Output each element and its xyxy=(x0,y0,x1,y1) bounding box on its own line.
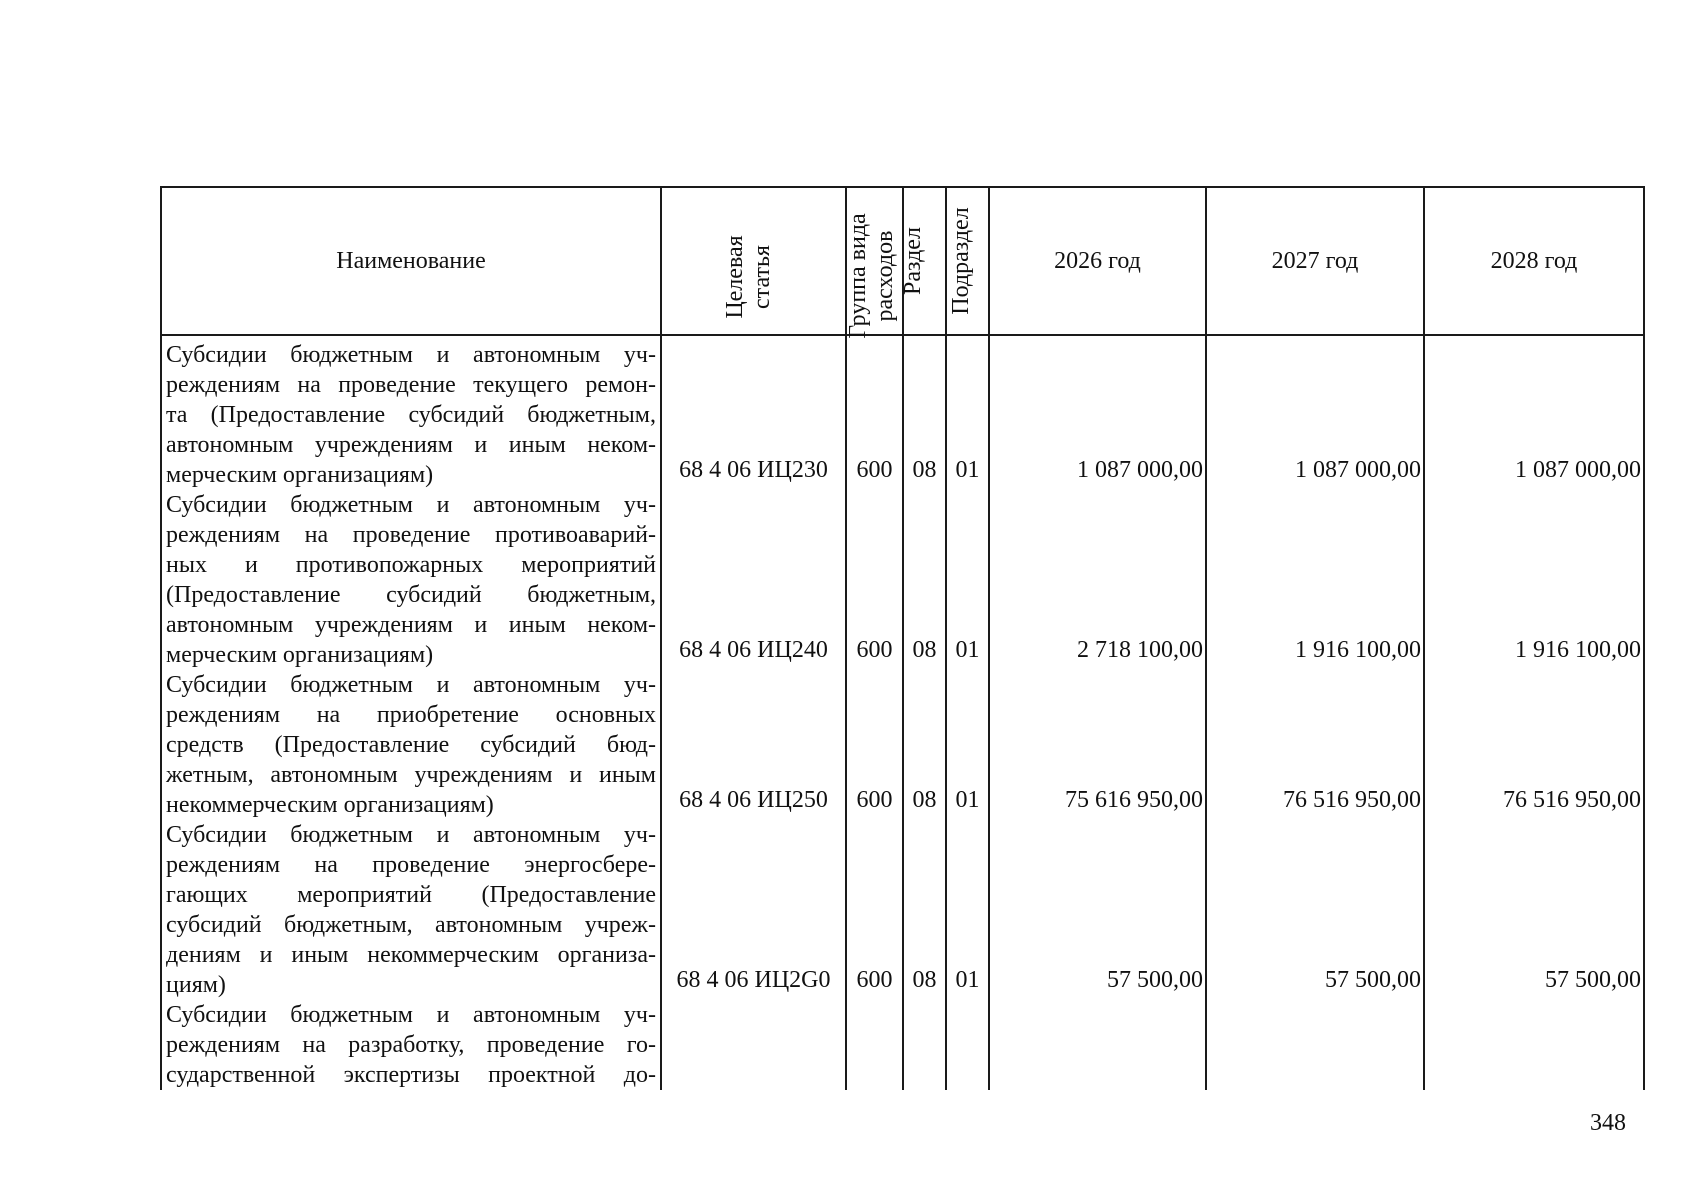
header-section: Раздел xyxy=(900,227,926,295)
header-2026: 2026 год xyxy=(1054,247,1141,274)
row-1-2027: 1 087 000,00 xyxy=(1295,457,1421,483)
row-2-2028: 1 916 100,00 xyxy=(1515,637,1641,663)
col-border-right xyxy=(1643,186,1645,1090)
row-3-target: 68 4 06 ИЦ250 xyxy=(679,787,828,813)
row-2-2026: 2 718 100,00 xyxy=(1077,637,1203,663)
row-3-name: Субсидии бюджетным и автономным уч- реждениям на приобретение основных средств (Предоставление субсидий бюд- жетным, автономным учреждениям и иным некоммерческим организациям) xyxy=(166,672,656,818)
header-target: Целевая статья xyxy=(722,235,775,319)
row-1-group: 600 xyxy=(856,457,893,483)
row-4-name: Субсидии бюджетным и автономным уч- реждениям на проведение энергосбере- гающих мероприятий (Предоставление субсидий бюджетным, автономным учреж- дениям и иным некоммерческим организа- циям) xyxy=(166,822,656,998)
row-2-section: 08 xyxy=(912,637,937,663)
row-5-name: Субсидии бюджетным и автономным уч- реждениям на разработку, проведение го- сударственной экспертизы проектной до- xyxy=(166,1002,656,1088)
header-2027: 2027 год xyxy=(1271,247,1359,274)
row-3-2028: 76 516 950,00 xyxy=(1503,787,1641,813)
row-3-2026: 75 616 950,00 xyxy=(1065,787,1203,813)
row-2-2027: 1 916 100,00 xyxy=(1295,637,1421,663)
header-name: Наименование xyxy=(336,247,486,274)
row-4-group: 600 xyxy=(856,967,893,993)
row-1-2028: 1 087 000,00 xyxy=(1515,457,1641,483)
row-3-subsection: 01 xyxy=(955,787,980,813)
row-2-subsection: 01 xyxy=(955,637,980,663)
row-2-group: 600 xyxy=(856,637,893,663)
row-4-subsection: 01 xyxy=(955,967,980,993)
row-4-2026: 57 500,00 xyxy=(1107,967,1203,993)
row-4-target: 68 4 06 ИЦ2G0 xyxy=(676,967,831,993)
row-4-section: 08 xyxy=(912,967,937,993)
row-2-name: Субсидии бюджетным и автономным уч- реждениям на проведение противоаварий- ных и противопожарных мероприятий (Предоставление субсидий бюджетным, автономным учреждениям и иным неком- мерческим организациям) xyxy=(166,492,656,668)
header-2028: 2028 год xyxy=(1490,247,1578,274)
row-1-2026: 1 087 000,00 xyxy=(1077,457,1203,483)
header-subsection: Подраздел xyxy=(948,207,974,315)
row-3-2027: 76 516 950,00 xyxy=(1283,787,1421,813)
row-4-2027: 57 500,00 xyxy=(1325,967,1421,993)
row-4-2028: 57 500,00 xyxy=(1545,967,1641,993)
row-1-target: 68 4 06 ИЦ230 xyxy=(679,457,828,483)
row-1-section: 08 xyxy=(912,457,937,483)
row-3-group: 600 xyxy=(856,787,893,813)
row-1-subsection: 01 xyxy=(955,457,980,483)
row-2-target: 68 4 06 ИЦ240 xyxy=(679,637,828,663)
header-group: Группа вида расходов xyxy=(845,213,898,339)
page-number: 348 xyxy=(1590,1110,1626,1136)
row-3-section: 08 xyxy=(912,787,937,813)
row-1-name: Субсидии бюджетным и автономным уч- реждениям на проведение текущего ремон- та (Предоставление субсидий бюджетным, автономным учреждениям и иным неком- мерческим организациям) xyxy=(166,342,656,488)
